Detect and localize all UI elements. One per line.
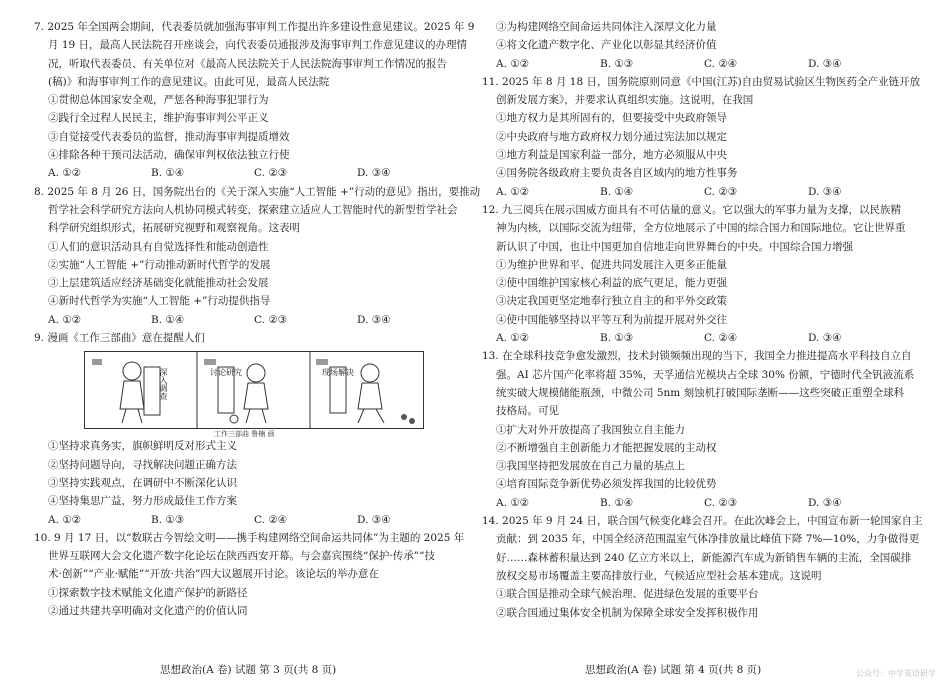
question-stem-line: 神为内核，以国际交流为纽带，全方位地展示了中国的综合国力和国际地位。它让世界重 [496, 222, 906, 235]
option-item: ③地方利益是国家利益一部分，地方必须服从中央 [496, 149, 727, 162]
answer-choices [34, 311, 460, 329]
panel-2-text: 讨论研究 [210, 368, 242, 378]
panel-3-text: 现场解决 [322, 368, 354, 378]
option-item: ①人们的意识活动具有自觉选择性和能动创造性 [48, 240, 269, 253]
page-4-footer: 思想政治(A 卷) 试题 第 4 页(共 8 页) [585, 664, 762, 676]
question-11 [482, 73, 921, 201]
watermark-text: 公众号：中学英语研学 [856, 669, 936, 678]
choice-a: A. ①② [496, 332, 530, 345]
choice-d: D. ③④ [808, 496, 842, 509]
question-stem-line: 新认识了中国，也让中国更加自信地走向世界舞台的中央。中国综合国力增强 [496, 240, 853, 253]
choice-b: B. ①④ [600, 185, 634, 198]
question-10 [34, 529, 465, 620]
option-item: ③坚持实践观点，在调研中不断深化认识 [48, 476, 237, 489]
question-stem-line: 术·创新”“产业·赋能”“开放·共治”四大议题展开讨论。该论坛的举办意在 [48, 568, 379, 581]
question-13 [482, 347, 915, 512]
panel-2-label [210, 367, 242, 377]
question-stem-line: 创新发展方案》，并要求认真组织实施。这说明，在我国 [496, 94, 754, 107]
option-item: ①坚持求真务实，旗帜鲜明反对形式主义 [48, 440, 237, 453]
option-item: ①探索数字技术赋能文化遗产保护的新路径 [48, 586, 248, 599]
answer-choices [482, 183, 912, 201]
choice-b: B. ①④ [600, 496, 634, 509]
option-item: ③上层建筑适应经济基础变化就能推动社会发展 [48, 277, 269, 290]
choice-a: A. ①② [48, 167, 82, 180]
question-stem-line: 14. 2025 年 9 月 24 日，联合国气候变化峰会召开。在此次峰会上，中国宣布新一轮国家自主 [482, 515, 923, 528]
choice-d: D. ③④ [357, 167, 391, 180]
question-stem-line: 技格局。可见 [496, 405, 559, 418]
question-stem-line: 哲学社会科学研究方法向人机协同模式转变，探索建立适应人工智能时代的新型哲学社会 [48, 203, 458, 216]
question-stem-line: 统实破大规模储能瓶颈，中微公司 5nm 刻蚀机打破国际垄断——这些突破正重塑全球科 [496, 386, 905, 399]
choice-a: A. ①② [496, 57, 530, 70]
choice-a: A. ①② [48, 313, 82, 326]
choice-c: C. ②③ [704, 185, 738, 198]
option-item: ②不断增强自主创新能力才能把握发展的主动权 [496, 441, 717, 454]
choice-c: C. ②④ [704, 57, 738, 70]
option-item: ④将文化遗产数字化、产业化以彰显其经济价值 [496, 39, 717, 52]
question-stem-line: (稿)》和海事审判工作的意见建议。由此可见，最高人民法院 [48, 75, 330, 88]
option-item: ①联合国是推动全球气候治理、促进绿色发展的重要平台 [496, 588, 759, 601]
option-item: ①为维护世界和平、促进共同发展注入更多正能量 [496, 258, 727, 271]
question-stem-line: 好……森林蓄积量达到 240 亿立方米以上，新能源汽车成为新销售车辆的主流，全国碳排 [496, 551, 912, 564]
question-stem-line: 况，听取代表委员、有关单位对《最高人民法院关于人民法院海事审判工作情况的报告 [48, 57, 447, 70]
choice-b: B. ①③ [600, 332, 634, 345]
question-stem-line: 11. 2025 年 8 月 18 日，国务院原则同意《中国(江苏)自由贸易试验区生物医药全产业链开放 [482, 75, 921, 88]
option-item: ③自觉接受代表委员的监督，推动海事审判提质增效 [48, 130, 290, 143]
question-stem-line: 贡献：到 2035 年，中国全经济范围温室气体净排放量比峰值下降 7%—10%，力争做得更 [496, 533, 920, 546]
cartoon-caption: 工作三部曲 鲁楠 画 [214, 430, 275, 439]
choice-c: C. ②③ [254, 313, 288, 326]
question-stem-line: 10. 9 月 17 日，以“数联古今智绘文明——携手构建网络空间命运共同体”为主题的 2025 年 [34, 531, 465, 544]
choice-a: A. ①② [496, 496, 530, 509]
option-item: ②使中国维护国家核心利益的底气更足，能力更强 [496, 277, 727, 290]
option-item: ①地方权力是其所固有的，但要接受中央政府领导 [496, 112, 727, 125]
question-stem-line: 7. 2025 年全国两会期间，代表委员就加强海事审判工作提出许多建设性意见建议。2025 年 9 [34, 21, 475, 33]
option-item: ④新时代哲学为实施“人工智能 +”行动提供指导 [48, 295, 271, 308]
cartoon-panels [84, 351, 424, 429]
option-item: ④国务院各级政府主要负责各自区域内的地方性事务 [496, 167, 738, 180]
question-stem-line: 强。AI 芯片国产化率将超 35%，天孚通信光模块占全球 30% 份额，宁德时代全钒液流系 [496, 368, 915, 381]
choice-b: B. ①③ [151, 513, 185, 526]
question-8 [34, 183, 481, 329]
question-stem-line: 科学研究组织形式，拓展研究视野和观察视角。这表明 [48, 222, 300, 235]
cartoon-image [84, 351, 424, 439]
option-item: ②践行全过程人民民主，维护海事审判公平正义 [48, 112, 269, 125]
question-stem-line: 8. 2025 年 8 月 26 日，国务院出台的《关于深入实施“人工智能 +”行动的意见》指出，要推动 [34, 185, 481, 198]
page-3-footer: 思想政治(A 卷) 试题 第 3 页(共 8 页) [160, 664, 337, 676]
question-stem-line: 13. 在全球科技竞争愈发激烈，技术封锁频频出现的当下，我国全力推进提高水平科技自立自 [482, 350, 912, 363]
question-9 [34, 329, 460, 529]
option-item: ①贯彻总体国家安全观，严惩各种海事犯罪行为 [48, 94, 269, 107]
choice-d: D. ③④ [808, 57, 842, 70]
option-item: ④使中国能够坚持以平等互利为前提开展对外交往 [496, 313, 727, 326]
panel-1-text: 深入调查 [136, 368, 168, 378]
option-item: ①扩大对外开放提高了我国独立自主能力 [496, 423, 685, 436]
option-item: ④坚持集思广益，努力形成最佳工作方案 [48, 495, 237, 508]
choice-b: B. ①③ [600, 57, 634, 70]
option-item: ③决定我国更坚定地奉行独立自主的和平外交政策 [496, 295, 727, 308]
option-item: ②通过共建共享明确对文化遗产的价值认同 [48, 605, 248, 618]
choice-c: C. ②④ [704, 332, 738, 345]
choice-d: D. ③④ [808, 332, 842, 345]
answer-choices [482, 329, 912, 347]
page-4-column [482, 18, 923, 622]
choice-b: B. ①④ [151, 313, 185, 326]
page-3-column [34, 18, 481, 620]
option-item: ②中央政府与地方政府权力划分通过宪法加以规定 [496, 130, 727, 143]
choice-c: C. ②③ [704, 496, 738, 509]
answer-choices [482, 55, 912, 73]
choice-d: D. ③④ [357, 313, 391, 326]
answer-choices [34, 511, 460, 529]
choice-d: D. ③④ [357, 513, 391, 526]
option-item: ④排除各种干预司法活动，确保审判权依法独立行使 [48, 149, 290, 162]
choice-c: C. ②③ [254, 167, 288, 180]
answer-choices [34, 164, 460, 182]
answer-choices [482, 494, 912, 512]
option-item: ②实施“人工智能 +”行动推动新时代哲学的发展 [48, 258, 271, 271]
choice-b: B. ①④ [151, 167, 185, 180]
option-item: ②联合国通过集体安全机制为保障全球安全发挥积极作用 [496, 606, 759, 619]
choice-c: C. ②④ [254, 513, 288, 526]
choice-d: D. ③④ [808, 185, 842, 198]
question-stem-line: 月 19 日，最高人民法院召开座谈会，向代表委员通报涉及海事审判工作意见建议的办理情 [48, 39, 468, 52]
question-7 [34, 18, 475, 183]
question-stem-line: 放权交易市场覆盖主要高排放行业，气候适应型社会基本建成。这说明 [496, 569, 822, 582]
choice-a: A. ①② [496, 185, 530, 198]
option-item: ②坚持问题导向，寻找解决问题正确方法 [48, 458, 237, 471]
panel-3-label [322, 367, 354, 377]
question-12 [482, 201, 912, 347]
question-stem-line: 世界互联网大会文化遗产数字化论坛在陕西西安开幕。与会嘉宾围绕“保护·传承”“技 [48, 550, 435, 563]
choice-a: A. ①② [48, 513, 82, 526]
question-stem-line: 9. 漫画《工作三部曲》意在提醒人们 [34, 332, 205, 345]
question-14 [482, 512, 923, 622]
option-item: ③我国坚持把发展放在自己力量的基点上 [496, 460, 685, 473]
question-stem-line: 12. 九三阅兵在展示国威方面具有不可估量的意义。它以强大的军事力量为支撑，以民族精 [482, 203, 902, 216]
option-item: ③为构建网络空间命运共同体注入深厚文化力量 [496, 21, 717, 33]
option-item: ④培育国际竞争新优势必须发挥我国的比较优势 [496, 478, 717, 491]
question-10-continued [482, 18, 912, 73]
